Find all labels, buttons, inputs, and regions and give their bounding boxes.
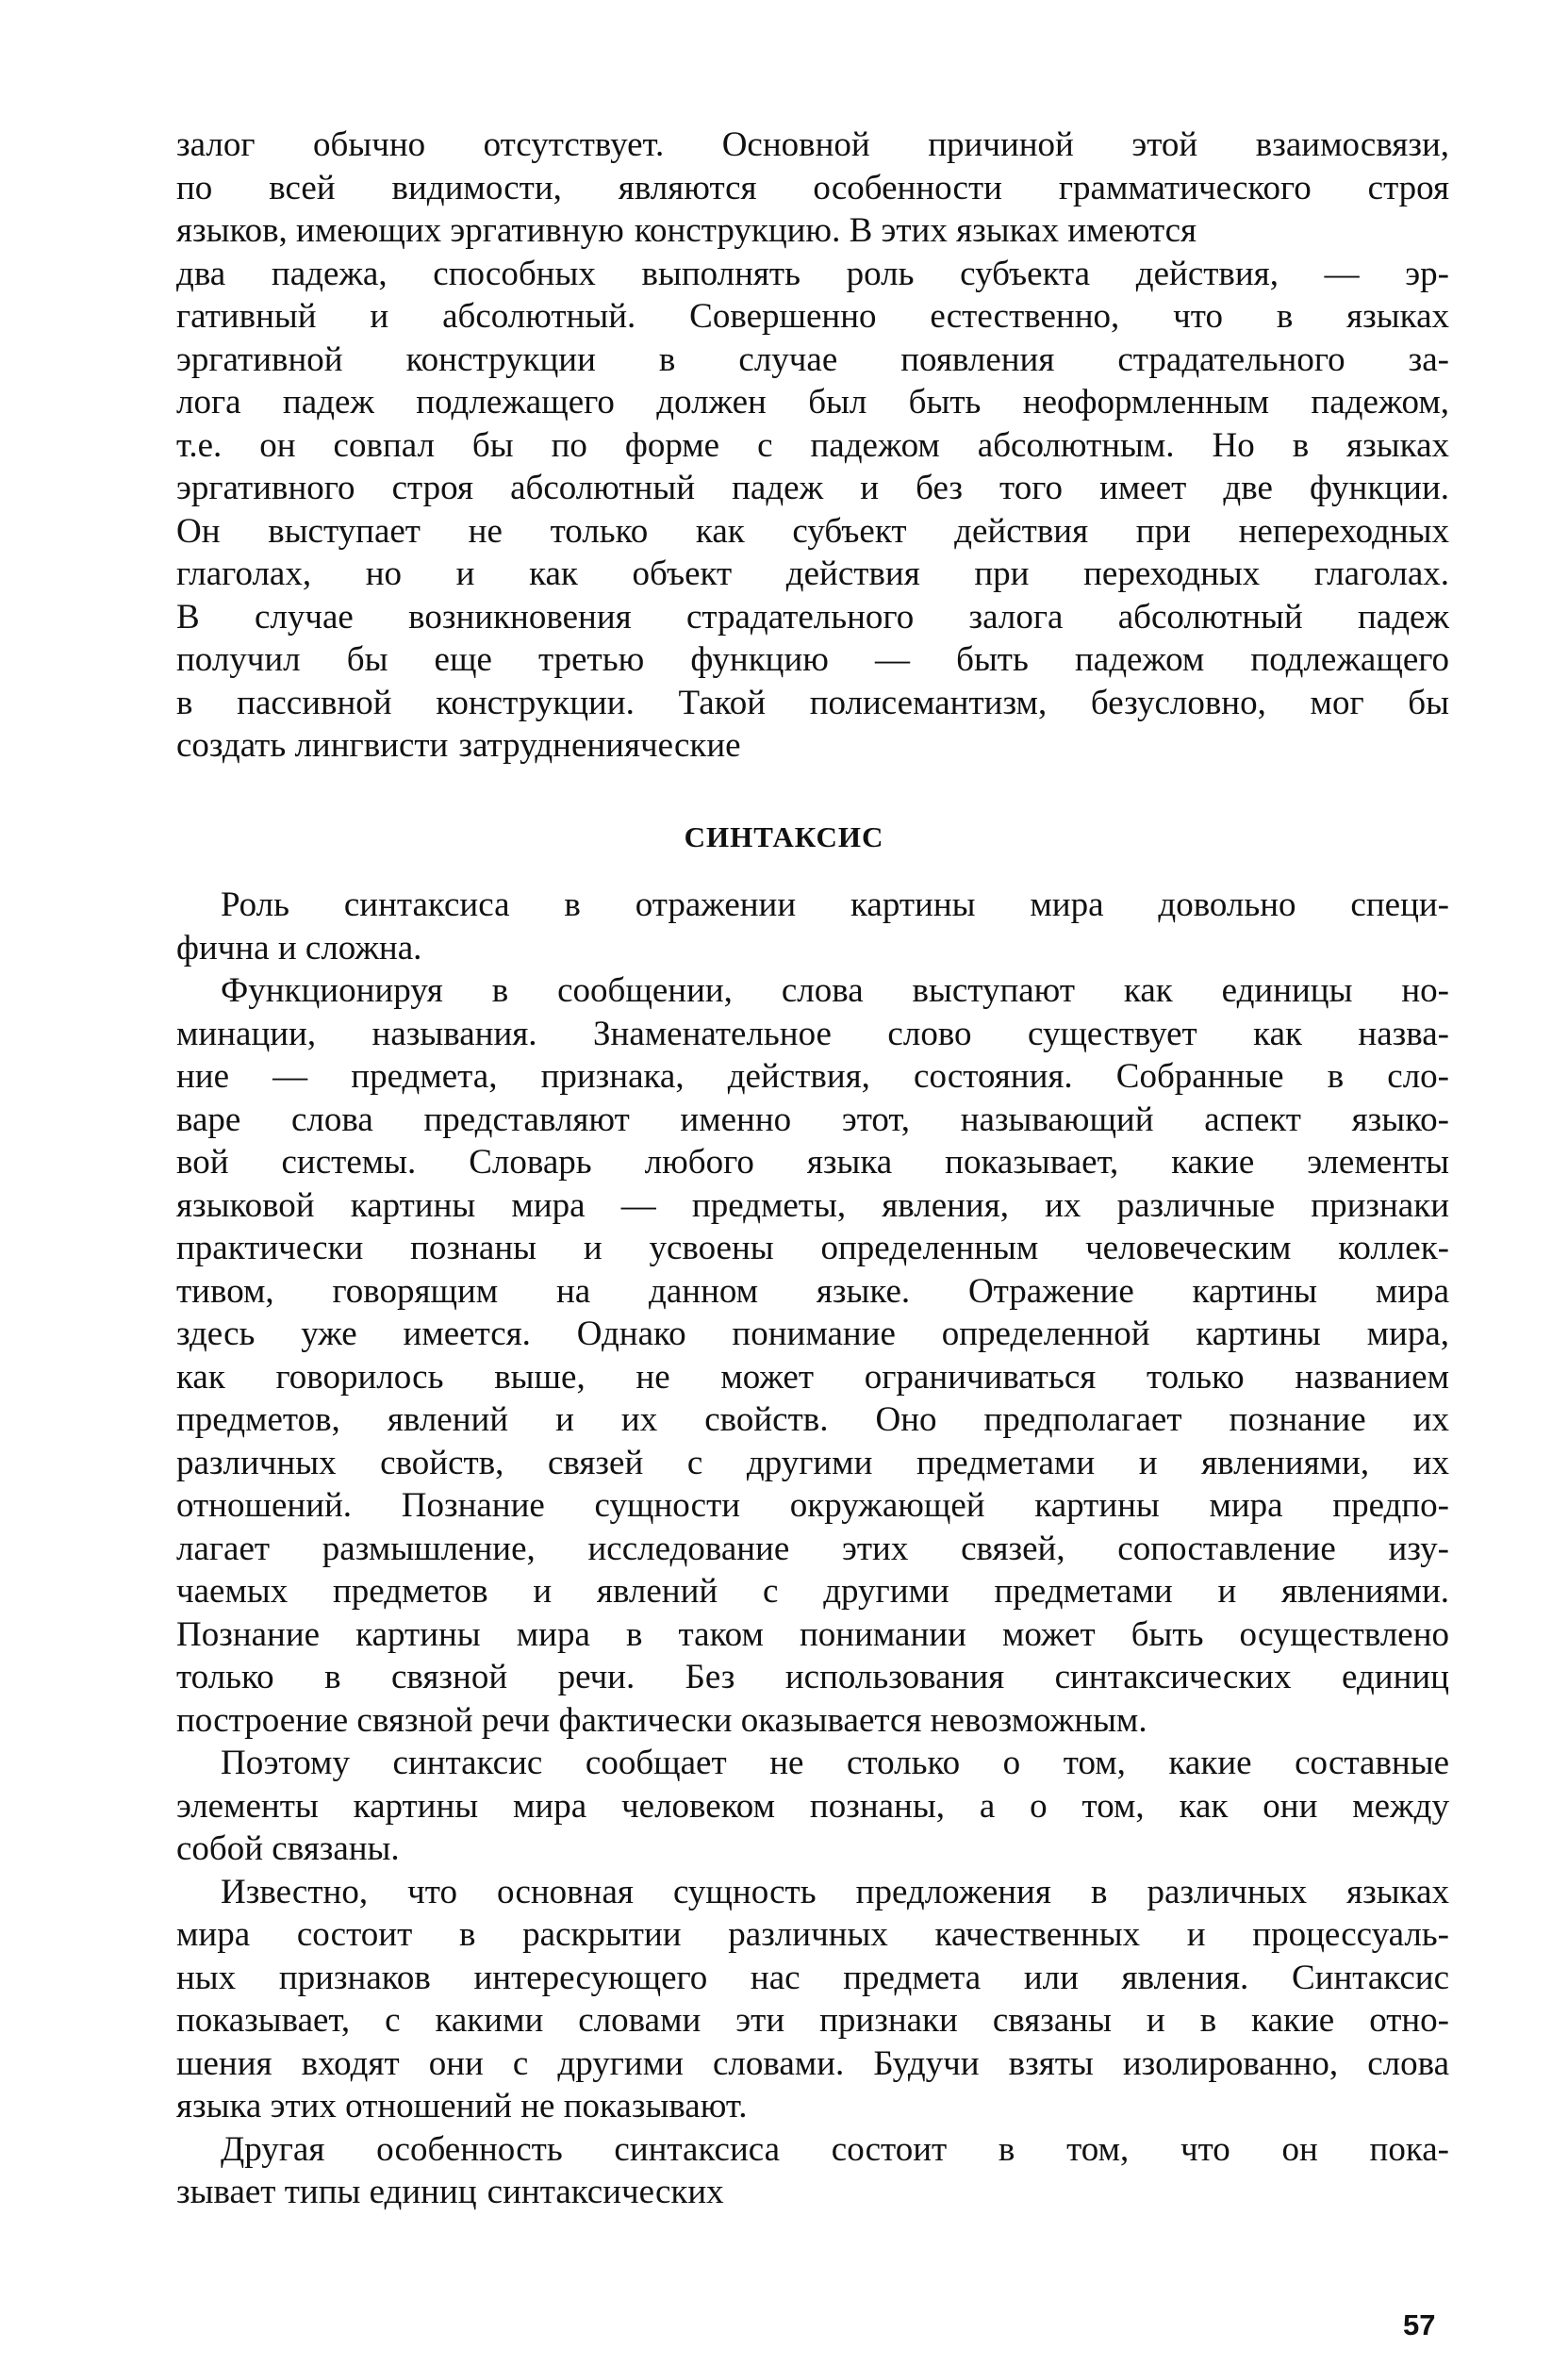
text-segment: зывает типы [176,2173,370,2211]
text-line: варе слова представляют именно этот, называющий аспект языко- [176,1100,1449,1139]
text-line: лога падеж подлежащего должен был быть неоформленным падежом, [176,383,1449,422]
text-line: практически познаны и усвоены определенным человеческим коллек- [176,1229,1449,1267]
text-line: вой системы. Словарь любого языка показывает, какие элементы [176,1143,1449,1182]
text-line: языка этих отношений не показывают. [176,2087,748,2125]
text-line [176,2171,1449,2214]
text-line: Функционируя в сообщении, слова выступают как единицы но- [221,971,1449,1010]
text-line [176,209,1449,253]
overprinted-word: единиц [369,2173,477,2211]
text-line: по всей видимости, являются особенности грамматического строя [176,168,1449,207]
text-line: ных признаков интересующего нас предмета или явления. Синтаксис [176,1958,1449,1997]
overprinted-word: лингвисти [294,726,449,765]
text-line: языковой картины мира — предметы, явления, их различные признаки [176,1185,1449,1225]
overprinted-word: эргативную [450,211,624,250]
text-line: В случае возникновения страдательного залога абсолютный падеж [176,597,1449,637]
text-segment: . В этих языках имеются [832,211,1197,250]
page-number: 57 [1403,2308,1436,2341]
text-line: здесь уже имеется. Однако понимание определенной картины мира, [176,1315,1449,1353]
text-line: глаголах, но и как объект действия при переходных глаголах. [176,554,1449,593]
overprinted-words [370,2173,587,2211]
text-segment: ческие [640,726,741,765]
text-line: Познание картины мира в таком понимании может быть осуществлено [176,1614,1449,1654]
text-line: показывает, с какими словами эти признаки связаны и в какие отно- [176,2001,1449,2040]
text-line: предметов, явлений и их свойств. Оно предполагает познание их [176,1400,1449,1439]
overprinted-words [450,211,832,250]
text-line: эргативного строя абсолютный падеж и без того имеет две функции. [176,469,1449,507]
text-line: мира состоит в раскрытии различных качественных и процессуаль- [176,1915,1449,1954]
text-segment: сических [586,2173,724,2211]
text-line: фична и сложна. [176,928,422,968]
text-line: ние — предмета, признака, действия, состояния. Собранные в сло- [176,1057,1449,1096]
text-line: чаемых предметов и явлений с другими предметами и явлениями. [176,1572,1449,1611]
text-line: т.е. он совпал бы по форме с падежом абсолютным. Но в языках [176,425,1449,465]
text-line: Он выступает не только как субъект действия при непереходных [176,511,1449,551]
text-line: лагает размышление, исследование этих связей, сопоставление изу- [176,1529,1449,1568]
text-line: тивом, говорящим на данном языке. Отражение картины мира [176,1271,1449,1311]
section-heading: СИНТАКСИС [684,820,884,853]
text-line: построение связной речи фактически оказывается невозможным. [176,1700,1147,1740]
text-segment: языков, имеющих [176,211,451,250]
overprinted-word: синтак [487,2173,587,2211]
text-line: Роль синтаксиса в отражении картины мира довольно специ- [221,885,1449,924]
text-line: минации, называния. Знаменательное слово существует как назва- [176,1014,1449,1053]
text-line: получил бы еще третью функцию — быть падежом подлежащего [176,640,1449,679]
overprinted-word: конструкцию [634,211,833,250]
text-line: эргативной конструкции в случае появления страдательного за- [176,339,1449,379]
text-line: два падежа, способных выполнять роль субъекта действия, — эр- [176,254,1449,293]
text-line: Известно, что основная сущность предложения в различных языках [221,1872,1449,1911]
text-line [176,724,1449,768]
text-line: отношений. Познание сущности окружающей картины мира предпо- [176,1486,1449,1525]
text-line: залог обычно отсутствует. Основной причиной этой взаимосвязи, [176,125,1449,164]
overprinted-word: затруднения [458,726,641,765]
overprinted-words [294,726,640,765]
text-line: Другая особенность синтаксиса состоит в том, что он пока- [221,2129,1449,2169]
text-line: различных свойств, связей с другими предметами и явлениями, их [176,1443,1449,1482]
text-line: гативный и абсолютный. Совершенно естественно, что в языках [176,297,1449,336]
text-line: Поэтому синтаксис сообщает не столько о том, какие составные [221,1744,1449,1782]
text-line: элементы картины мира человеком познаны, а о том, как они между [176,1786,1449,1826]
text-line: собой связаны. [176,1829,400,1868]
text-line: только в связной речи. Без использования синтаксических единиц [176,1658,1449,1696]
text-segment: создать [176,726,295,765]
text-line: в пассивной конструкции. Такой полисемантизм, безусловно, мог бы [176,683,1449,722]
text-line: шения входят они с другими словами. Будучи взяты изолированно, слова [176,2043,1449,2083]
text-line: как говорилось выше, не может ограничиваться только названием [176,1357,1449,1397]
